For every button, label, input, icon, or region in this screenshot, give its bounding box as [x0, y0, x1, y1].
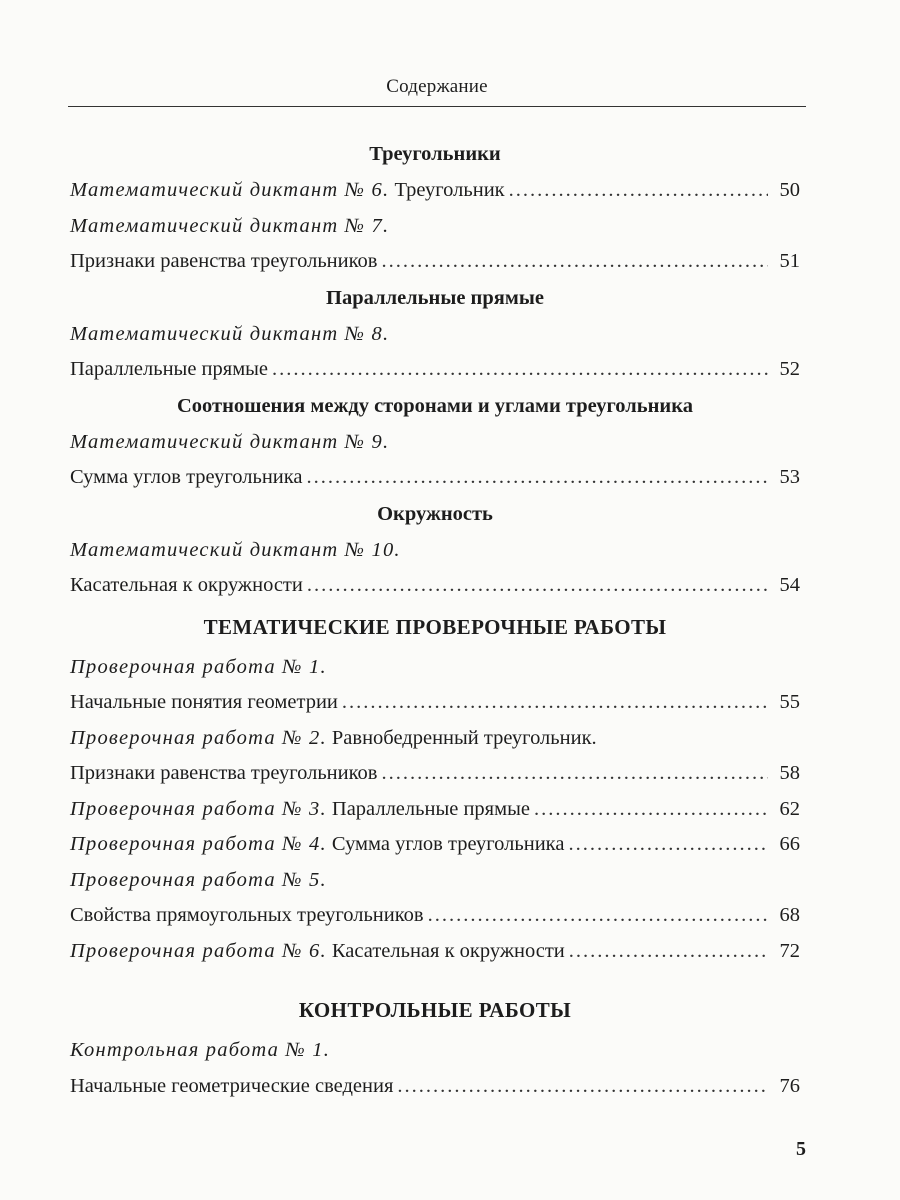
entry-title: Параллельные прямые: [326, 797, 530, 820]
toc-entry-line: [70, 425, 800, 461]
entry-prefix: Математический диктант № 7.: [70, 214, 390, 237]
entry-label: [70, 352, 268, 388]
toc-entry: [70, 352, 800, 388]
entry-page-number: 62: [779, 797, 800, 820]
entry-title: Сумма углов треугольника: [326, 833, 565, 855]
toc-entry: [70, 568, 800, 604]
toc-entry: [70, 898, 800, 934]
entry-page-number: 72: [779, 939, 800, 962]
entry-title: Признаки равенства треугольников: [70, 762, 378, 784]
dot-leader: [381, 756, 768, 792]
entry-page-number: 68: [779, 904, 800, 926]
entry-prefix: Проверочная работа № 3.: [70, 797, 327, 820]
dot-leader: [307, 460, 768, 496]
entry-label: [70, 568, 303, 604]
entry-page-number: 66: [779, 833, 800, 855]
section-heading: Параллельные прямые: [326, 286, 544, 309]
entry-prefix: Математический диктант № 10.: [70, 538, 401, 561]
entry-prefix: Проверочная работа № 5.: [70, 868, 327, 891]
entry-label: [70, 244, 377, 280]
dot-leader: [428, 898, 768, 934]
running-head: Содержание: [386, 76, 488, 97]
dot-leader: [569, 934, 768, 970]
toc-entry: [70, 460, 800, 496]
entry-title: Сумма углов треугольника: [70, 466, 303, 488]
dot-leader: [342, 685, 768, 721]
entry-title: Параллельные прямые: [70, 358, 269, 380]
table-of-contents: [70, 136, 800, 1104]
entry-page-number: 50: [779, 179, 800, 201]
page-number: 5: [796, 1138, 806, 1160]
section-heading: КОНТРОЛЬНЫЕ РАБОТЫ: [298, 998, 572, 1022]
entry-title: Свойства прямоугольных треугольников: [70, 904, 424, 926]
toc-entry: [70, 934, 800, 970]
toc-entry-line: [70, 1033, 800, 1069]
section-heading: Треугольники: [369, 143, 501, 165]
entry-page-number: 55: [779, 691, 800, 713]
entry-title: Начальные геометрические сведения: [70, 1074, 394, 1097]
toc-entry: [70, 244, 800, 280]
toc-entry-line: [70, 863, 800, 899]
dot-leader: [509, 173, 768, 209]
toc-entry-line: [70, 721, 800, 757]
toc-entry-line: [70, 209, 800, 245]
entry-label: [70, 792, 530, 828]
dot-leader: [307, 568, 768, 604]
entry-page-number: 53: [779, 466, 800, 488]
entry-title: Признаки равенства треугольников: [70, 250, 378, 272]
header-rule: [68, 106, 806, 107]
toc-entry: [70, 756, 800, 792]
entry-title: Треугольник: [389, 179, 505, 201]
section-heading: Окружность: [377, 502, 493, 525]
entry-page-number: 54: [779, 574, 800, 596]
toc-entry-line: [70, 533, 800, 569]
dot-leader: [397, 1069, 768, 1105]
entry-label: [70, 173, 505, 209]
entry-prefix: Контрольная работа № 1.: [70, 1039, 331, 1061]
dot-leader: [272, 352, 768, 388]
entry-label: [70, 1069, 393, 1105]
entry-label: [70, 934, 565, 970]
dot-leader: [534, 792, 768, 828]
entry-prefix: Математический диктант № 8.: [70, 322, 390, 345]
toc-entry: [70, 685, 800, 721]
toc-entry-line: [70, 317, 800, 353]
entry-page-number: 51: [779, 250, 800, 272]
toc-entry-line: [70, 650, 800, 686]
entry-title: Равнобедренный треугольник.: [326, 726, 597, 749]
entry-prefix: Проверочная работа № 6.: [70, 939, 327, 962]
entry-label: [70, 685, 338, 721]
toc-entry: [70, 1069, 800, 1105]
entry-label: [70, 827, 564, 863]
entry-label: [70, 756, 377, 792]
toc-entry: [70, 827, 800, 863]
entry-label: [70, 460, 303, 496]
entry-page-number: 58: [779, 762, 800, 784]
entry-page-number: 76: [779, 1074, 800, 1097]
section-heading: Соотношения между сторонами и углами треугольника: [176, 394, 693, 417]
entry-prefix: Проверочная работа № 4.: [70, 833, 327, 855]
dot-leader: [568, 827, 768, 863]
entry-title: Касательная к окружности: [70, 574, 303, 596]
entry-title: Касательная к окружности: [326, 939, 565, 962]
entry-prefix: Математический диктант № 6.: [70, 179, 390, 201]
entry-label: [70, 898, 424, 934]
entry-page-number: 52: [779, 358, 800, 380]
section-heading: ТЕМАТИЧЕСКИЕ ПРОВЕРОЧНЫЕ РАБОТЫ: [203, 614, 667, 639]
entry-prefix: Проверочная работа № 1.: [70, 655, 327, 678]
dot-leader: [381, 244, 768, 280]
toc-entry: [70, 792, 800, 828]
entry-title: Начальные понятия геометрии: [70, 691, 338, 713]
toc-entry: [70, 173, 800, 209]
entry-prefix: Проверочная работа № 2.: [70, 726, 327, 749]
entry-prefix: Математический диктант № 9.: [70, 430, 390, 453]
